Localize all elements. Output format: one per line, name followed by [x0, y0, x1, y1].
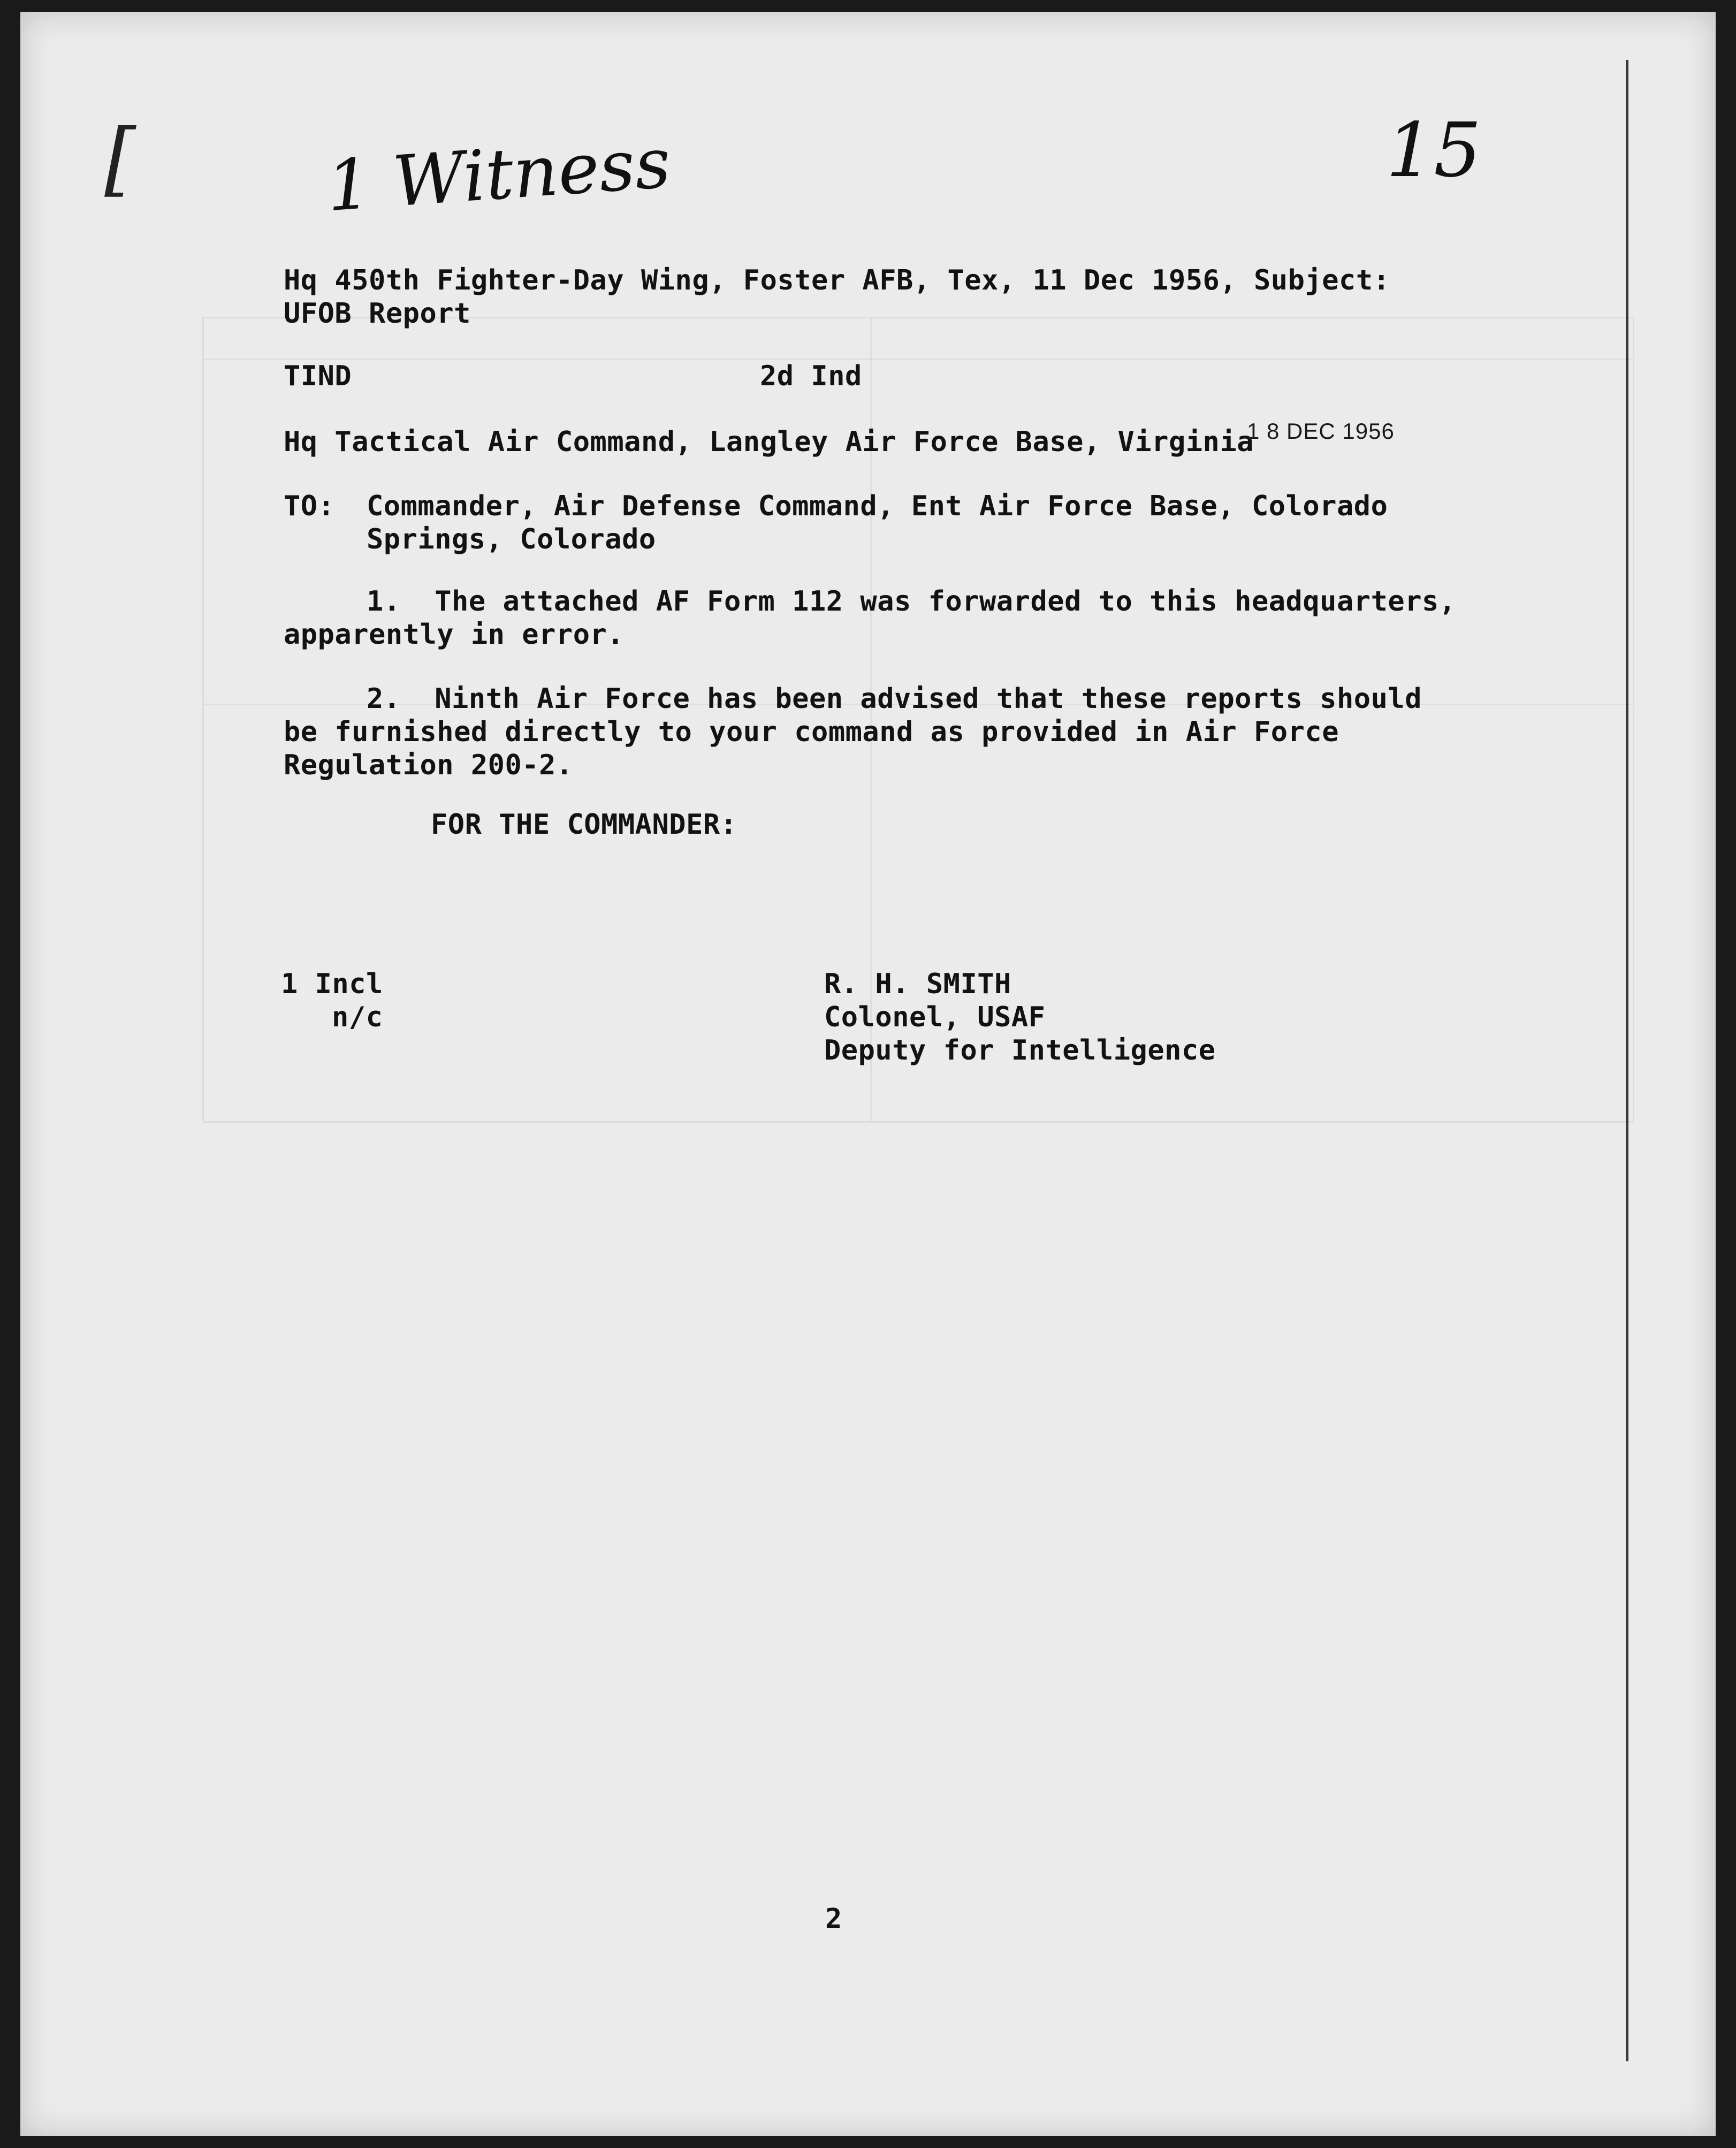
document-page	[20, 12, 1716, 2136]
enclosure-note: n/c	[332, 1001, 383, 1033]
paragraph-2-line-2: be furnished directly to your command as provided in Air Force	[284, 716, 1339, 748]
subject-line-2: UFOB Report	[284, 298, 471, 330]
subject-line-1: Hq 450th Fighter-Day Wing, Foster AFB, Tex, 11 Dec 1956, Subject:	[284, 264, 1390, 296]
paragraph-2-line-3: Regulation 200-2.	[284, 749, 573, 781]
handwritten-page-mark: 15	[1386, 107, 1482, 194]
paragraph-1-line-1: 1. The attached AF Form 112 was forwarded to this headquarters,	[367, 585, 1456, 618]
routing-code: TIND	[284, 360, 352, 392]
addressee-line-2: Springs, Colorado	[367, 523, 656, 555]
page-number: 2	[825, 1903, 842, 1935]
signature-title: Deputy for Intelligence	[824, 1034, 1216, 1067]
handwritten-witness-note: 1 Witness	[324, 121, 673, 227]
handwritten-bracket-mark: [	[104, 112, 136, 205]
enclosure-count: 1 Incl	[281, 968, 383, 1000]
indorsement-label: 2d Ind	[760, 360, 862, 392]
addressee-label: TO:	[284, 490, 335, 522]
date-stamp: 1 8 DEC 1956	[1247, 418, 1395, 444]
paragraph-1-line-2: apparently in error.	[284, 619, 625, 651]
originator-line: Hq Tactical Air Command, Langley Air Force Base, Virginia	[284, 426, 1254, 458]
signature-rank: Colonel, USAF	[824, 1001, 1046, 1033]
signature-name: R. H. SMITH	[824, 968, 1011, 1000]
addressee-line-1: Commander, Air Defense Command, Ent Air Force Base, Colorado	[367, 490, 1388, 522]
paragraph-2-line-1: 2. Ninth Air Force has been advised that these reports should	[367, 683, 1422, 715]
closing-line: FOR THE COMMANDER:	[431, 809, 737, 841]
